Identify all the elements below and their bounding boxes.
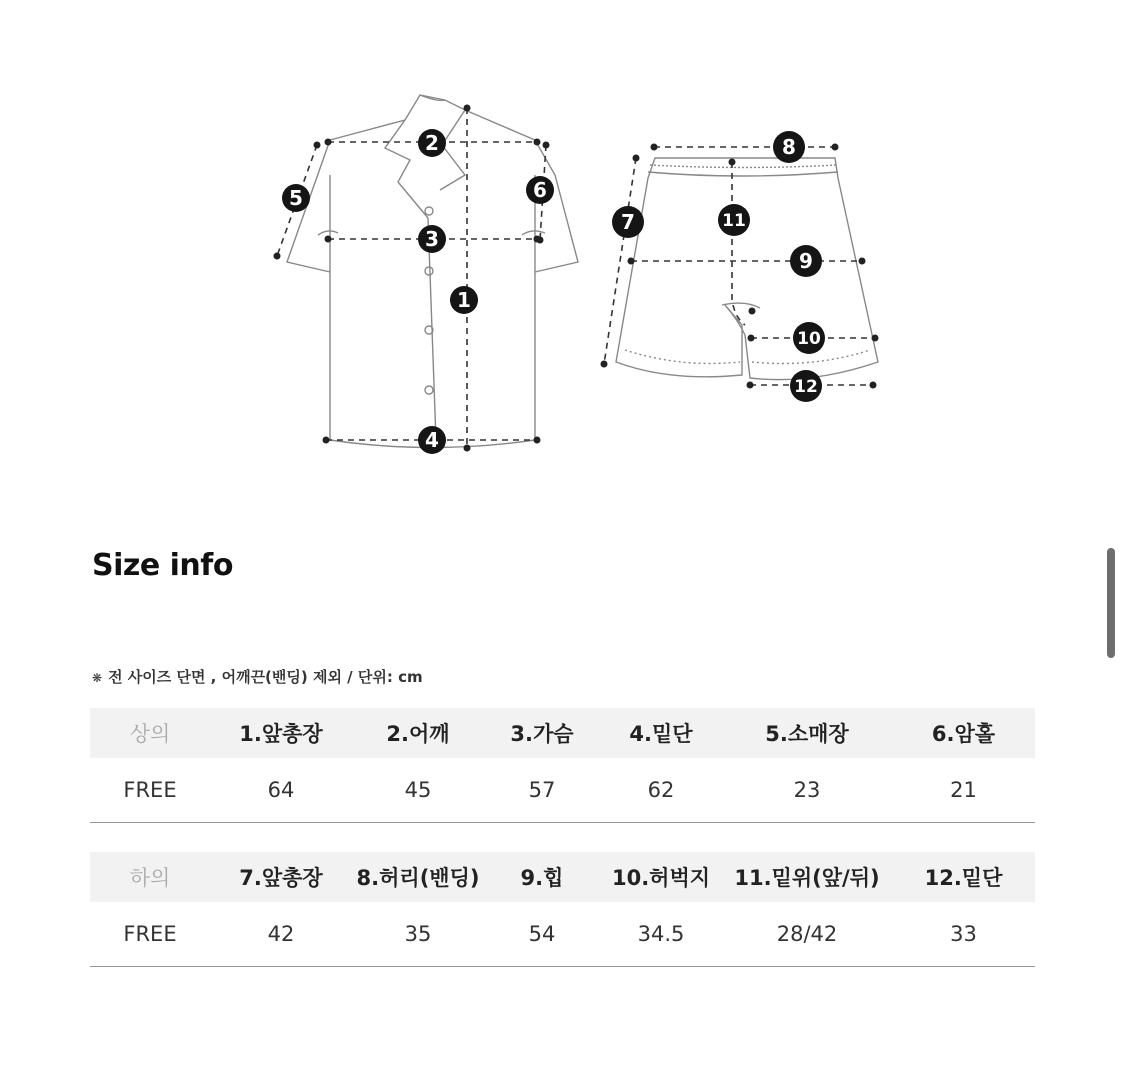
svg-text:4: 4 bbox=[425, 428, 439, 452]
table-cell: 57 bbox=[484, 758, 600, 823]
table-header-row bbox=[90, 708, 1035, 758]
column-header: 6.암홀 bbox=[892, 708, 1035, 758]
svg-text:12: 12 bbox=[794, 377, 818, 397]
note-bullet-icon: ❋ bbox=[92, 671, 103, 685]
table-cell: 62 bbox=[600, 758, 722, 823]
size-info-title: Size info bbox=[92, 548, 233, 583]
table-cell: 21 bbox=[892, 758, 1035, 823]
svg-text:7: 7 bbox=[621, 210, 635, 234]
top-size-table bbox=[90, 708, 1035, 823]
bottom-size-table bbox=[90, 852, 1035, 967]
category-label: 상의 bbox=[90, 708, 210, 758]
garment-measurement-diagram bbox=[0, 0, 1125, 500]
column-header: 5.소매장 bbox=[722, 708, 892, 758]
column-header: 10.허벅지 bbox=[600, 852, 722, 902]
measurement-badge-10 bbox=[793, 322, 825, 354]
svg-text:6: 6 bbox=[533, 178, 547, 202]
column-header: 3.가슴 bbox=[484, 708, 600, 758]
note-text: 전 사이즈 단면 , 어깨끈(밴딩) 제외 / 단위: cm bbox=[108, 668, 423, 686]
size-info-note bbox=[92, 666, 423, 687]
column-header: 9.힙 bbox=[484, 852, 600, 902]
table-header-row bbox=[90, 852, 1035, 902]
svg-text:5: 5 bbox=[289, 186, 303, 210]
column-header: 8.허리(밴딩) bbox=[352, 852, 484, 902]
measurement-badge-4 bbox=[418, 426, 446, 454]
measurement-badge-11 bbox=[718, 204, 750, 236]
measurement-badge-12 bbox=[790, 370, 822, 402]
measurement-badge-5 bbox=[282, 184, 310, 212]
svg-text:2: 2 bbox=[425, 131, 439, 155]
svg-text:10: 10 bbox=[797, 329, 821, 349]
shorts-illustration bbox=[616, 158, 878, 380]
measurement-badge-3 bbox=[418, 225, 446, 253]
measurement-badge-7 bbox=[612, 206, 644, 238]
measurement-badge-2 bbox=[418, 129, 446, 157]
svg-text:8: 8 bbox=[782, 135, 796, 159]
table-row bbox=[90, 758, 1035, 823]
table-cell: 34.5 bbox=[600, 902, 722, 967]
measurement-badge-1 bbox=[450, 286, 478, 314]
table-cell: 23 bbox=[722, 758, 892, 823]
table-cell: 54 bbox=[484, 902, 600, 967]
column-header: 11.밑위(앞/뒤) bbox=[722, 852, 892, 902]
column-header: 2.어깨 bbox=[352, 708, 484, 758]
column-header: 4.밑단 bbox=[600, 708, 722, 758]
measurement-badge-8 bbox=[773, 131, 805, 163]
column-header: 1.앞총장 bbox=[210, 708, 352, 758]
size-label: FREE bbox=[90, 758, 210, 823]
table-cell: 64 bbox=[210, 758, 352, 823]
table-cell: 42 bbox=[210, 902, 352, 967]
column-header: 7.앞총장 bbox=[210, 852, 352, 902]
svg-text:9: 9 bbox=[799, 249, 813, 273]
measurement-badge-6 bbox=[526, 176, 554, 204]
category-label: 하의 bbox=[90, 852, 210, 902]
table-cell: 28/42 bbox=[722, 902, 892, 967]
size-label: FREE bbox=[90, 902, 210, 967]
svg-text:1: 1 bbox=[457, 288, 471, 312]
column-header: 12.밑단 bbox=[892, 852, 1035, 902]
table-row bbox=[90, 902, 1035, 967]
table-cell: 35 bbox=[352, 902, 484, 967]
table-cell: 33 bbox=[892, 902, 1035, 967]
measurement-badge-9 bbox=[790, 245, 822, 277]
vertical-scrollbar[interactable] bbox=[1107, 548, 1115, 658]
table-cell: 45 bbox=[352, 758, 484, 823]
svg-text:3: 3 bbox=[425, 227, 439, 251]
svg-text:11: 11 bbox=[722, 211, 746, 231]
